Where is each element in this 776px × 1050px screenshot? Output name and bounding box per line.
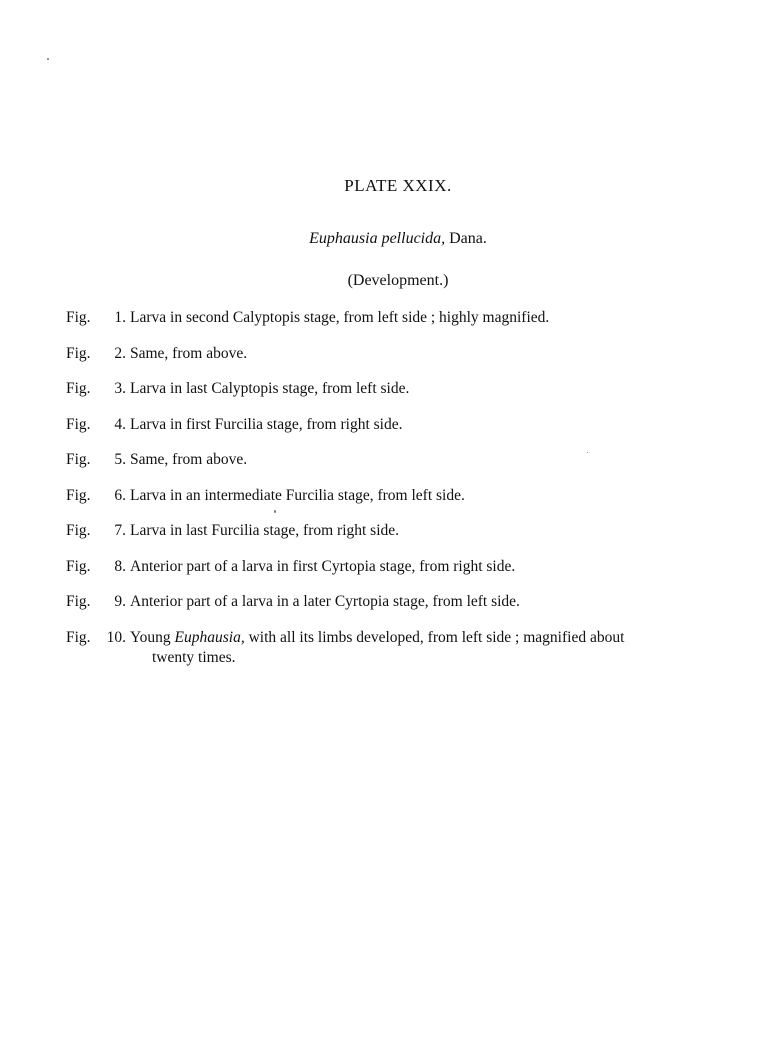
figure-number: 4. — [114, 415, 126, 433]
figure-label: Fig. — [66, 380, 91, 397]
figure-text-end: with all its limbs developed, from left side ; magnified about — [248, 628, 625, 646]
figure-description: Anterior part of a larva in a later Cyrtopia stage, from left side. — [130, 593, 520, 610]
figure-description: Same, from above. — [130, 344, 248, 362]
figure-number: 9. — [114, 593, 126, 610]
figure-description: Larva in last Calyptopis stage, from left side. — [130, 380, 410, 397]
figure-label: Fig. — [66, 344, 91, 362]
figure-description: Larva in last Furcilia stage, from right side. — [130, 522, 400, 539]
figure-caption-7 — [66, 521, 726, 557]
species-name: Euphausia pellucida, — [309, 230, 446, 247]
figure-number: 6. — [114, 486, 126, 504]
figure-caption-3 — [66, 379, 726, 415]
figure-number: 8. — [114, 557, 126, 575]
figure-caption-2 — [66, 344, 726, 380]
figure-label: Fig. — [66, 451, 91, 468]
figure-label: Fig. — [66, 557, 91, 575]
figure-description: Larva in first Furcilia stage, from right side. — [130, 415, 403, 433]
figure-caption-10 — [66, 628, 726, 664]
figure-caption-8 — [66, 557, 726, 593]
figure-description — [130, 628, 720, 668]
figure-label: Fig. — [66, 593, 91, 610]
species-heading — [0, 230, 776, 248]
figure-label: Fig. — [66, 522, 91, 539]
figure-text-start: Young — [130, 628, 171, 646]
paper-speck — [274, 510, 276, 513]
plate-title: PLATE XXIX. — [344, 176, 452, 195]
figure-description: Larva in an intermediate Furcilia stage, from left side. — [130, 486, 465, 504]
figure-number: 2. — [114, 344, 126, 362]
figure-number: 7. — [114, 522, 126, 539]
paper-speck — [587, 452, 588, 453]
genus-name: Euphausia, — [174, 628, 245, 646]
figure-caption-5 — [66, 450, 726, 486]
figure-description: Same, from above. — [130, 451, 248, 468]
figure-label: Fig. — [66, 309, 91, 326]
figure-number: 1. — [114, 309, 126, 326]
figure-text-continuation: twenty times. — [152, 648, 236, 666]
figure-caption-6 — [66, 486, 726, 522]
figure-number: 3. — [114, 380, 126, 397]
figure-label: Fig. — [66, 628, 91, 646]
figure-caption-9 — [66, 592, 726, 628]
figure-label: Fig. — [66, 486, 91, 504]
plate-subtitle: (Development.) — [347, 272, 449, 289]
paper-speck — [47, 58, 49, 60]
figure-label: Fig. — [66, 415, 91, 433]
species-author: Dana. — [449, 230, 487, 247]
figure-description: Larva in second Calyptopis stage, from left side ; highly magnified. — [130, 309, 550, 326]
figure-list — [66, 308, 726, 666]
figure-number: 10. — [106, 628, 126, 646]
figure-caption-1 — [66, 308, 726, 344]
figure-number: 5. — [114, 451, 126, 468]
figure-description: Anterior part of a larva in first Cyrtopia stage, from right side. — [130, 557, 516, 575]
figure-caption-4 — [66, 415, 726, 451]
